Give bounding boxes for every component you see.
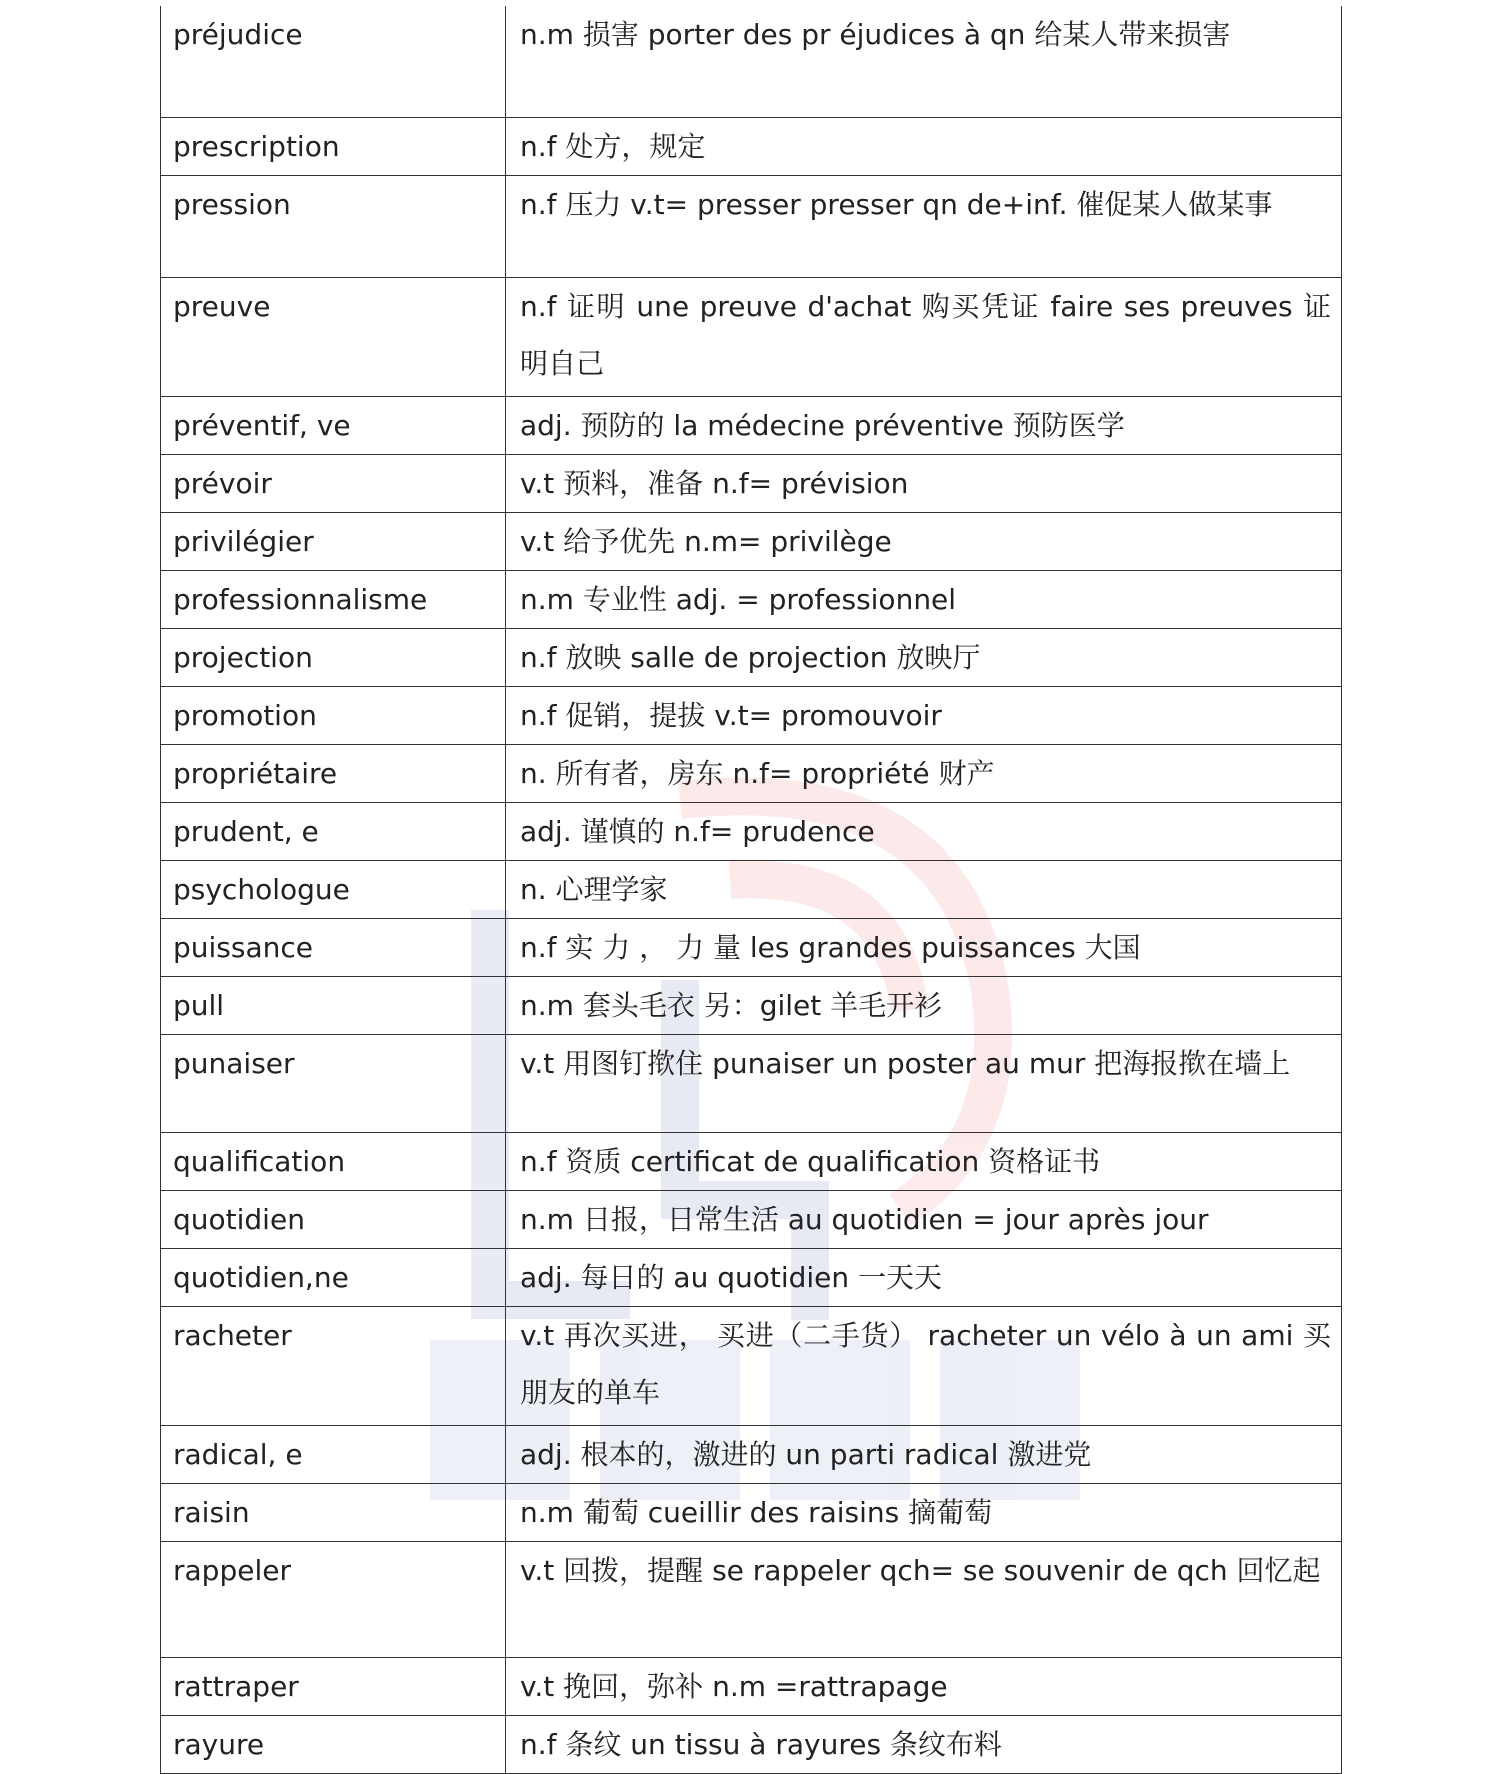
table-row bbox=[161, 1190, 1342, 1248]
table-row bbox=[161, 860, 1342, 918]
table-row bbox=[161, 512, 1342, 570]
vocab-definition: n.f 实 力 ， 力 量 les grandes puissances 大国 bbox=[506, 918, 1342, 976]
vocab-word: quotidien bbox=[161, 1190, 506, 1248]
table-row bbox=[161, 1425, 1342, 1483]
table-row bbox=[161, 1132, 1342, 1190]
vocab-definition: n.m 套头毛衣 另：gilet 羊毛开衫 bbox=[506, 976, 1342, 1034]
vocab-word: rattraper bbox=[161, 1657, 506, 1715]
vocab-definition: adj. 预防的 la médecine préventive 预防医学 bbox=[506, 396, 1342, 454]
table-row bbox=[161, 1657, 1342, 1715]
vocab-word: prudent, e bbox=[161, 802, 506, 860]
vocab-definition: n.m 葡萄 cueillir des raisins 摘葡萄 bbox=[506, 1483, 1342, 1541]
vocab-word: prévoir bbox=[161, 454, 506, 512]
vocab-definition: v.t 回拨，提醒 se rappeler qch= se souvenir de qch 回忆起 bbox=[506, 1541, 1342, 1657]
table-row bbox=[161, 918, 1342, 976]
table-row bbox=[161, 175, 1342, 277]
vocab-definition: adj. 谨慎的 n.f= prudence bbox=[506, 802, 1342, 860]
vocab-word: préventif, ve bbox=[161, 396, 506, 454]
vocab-word: raisin bbox=[161, 1483, 506, 1541]
vocab-word: prescription bbox=[161, 117, 506, 175]
table-row bbox=[161, 802, 1342, 860]
vocab-word: rappeler bbox=[161, 1541, 506, 1657]
vocab-definition: n.m 损害 porter des pr éjudices à qn 给某人带来损害 bbox=[506, 6, 1342, 117]
table-row bbox=[161, 1715, 1342, 1773]
table-row bbox=[161, 117, 1342, 175]
vocab-word: propriétaire bbox=[161, 744, 506, 802]
vocab-definition: n.f 证明 une preuve d'achat 购买凭证 faire ses preuves 证明自己 bbox=[506, 277, 1342, 396]
vocab-definition: v.t 用图钉揿住 punaiser un poster au mur 把海报揿在墙上 bbox=[506, 1034, 1342, 1132]
vocab-definition: adj. 根本的，激进的 un parti radical 激进党 bbox=[506, 1425, 1342, 1483]
vocabulary-table bbox=[160, 6, 1342, 1774]
vocab-definition: n.f 放映 salle de projection 放映厅 bbox=[506, 628, 1342, 686]
vocab-word: radical, e bbox=[161, 1425, 506, 1483]
vocab-definition: v.t 预料，准备 n.f= prévision bbox=[506, 454, 1342, 512]
vocab-word: projection bbox=[161, 628, 506, 686]
table-row bbox=[161, 1541, 1342, 1657]
vocab-word: racheter bbox=[161, 1306, 506, 1425]
vocab-definition: n.f 压力 v.t= presser presser qn de+inf. 催促某人做某事 bbox=[506, 175, 1342, 277]
table-row bbox=[161, 396, 1342, 454]
table-row bbox=[161, 1248, 1342, 1306]
vocab-definition: v.t 给予优先 n.m= privilège bbox=[506, 512, 1342, 570]
vocab-definition: n.f 资质 certificat de qualification 资格证书 bbox=[506, 1132, 1342, 1190]
vocab-definition: n.m 日报，日常生活 au quotidien = jour après jour bbox=[506, 1190, 1342, 1248]
vocab-word: preuve bbox=[161, 277, 506, 396]
table-row bbox=[161, 686, 1342, 744]
vocabulary-table-body bbox=[161, 6, 1342, 1773]
table-row bbox=[161, 454, 1342, 512]
vocab-word: puissance bbox=[161, 918, 506, 976]
vocab-definition: v.t 再次买进， 买进（二手货） racheter un vélo à un ami 买朋友的单车 bbox=[506, 1306, 1342, 1425]
table-row bbox=[161, 976, 1342, 1034]
vocab-definition: v.t 挽回，弥补 n.m =rattrapage bbox=[506, 1657, 1342, 1715]
vocab-definition: n.f 处方，规定 bbox=[506, 117, 1342, 175]
vocab-word: promotion bbox=[161, 686, 506, 744]
vocab-word: privilégier bbox=[161, 512, 506, 570]
table-row bbox=[161, 6, 1342, 117]
vocab-word: préjudice bbox=[161, 6, 506, 117]
table-row bbox=[161, 570, 1342, 628]
vocab-definition: n.m 专业性 adj. = professionnel bbox=[506, 570, 1342, 628]
vocab-word: rayure bbox=[161, 1715, 506, 1773]
table-row bbox=[161, 1483, 1342, 1541]
vocab-word: punaiser bbox=[161, 1034, 506, 1132]
vocab-definition: n. 所有者，房东 n.f= propriété 财产 bbox=[506, 744, 1342, 802]
vocab-word: pull bbox=[161, 976, 506, 1034]
table-row bbox=[161, 1034, 1342, 1132]
vocab-definition: n.f 条纹 un tissu à rayures 条纹布料 bbox=[506, 1715, 1342, 1773]
vocab-word: professionnalisme bbox=[161, 570, 506, 628]
table-row bbox=[161, 744, 1342, 802]
vocab-definition: n.f 促销，提拔 v.t= promouvoir bbox=[506, 686, 1342, 744]
vocab-definition: adj. 每日的 au quotidien 一天天 bbox=[506, 1248, 1342, 1306]
table-row bbox=[161, 628, 1342, 686]
vocab-word: pression bbox=[161, 175, 506, 277]
table-row bbox=[161, 1306, 1342, 1425]
vocab-word: psychologue bbox=[161, 860, 506, 918]
vocab-word: quotidien,ne bbox=[161, 1248, 506, 1306]
table-row bbox=[161, 277, 1342, 396]
vocab-definition: n. 心理学家 bbox=[506, 860, 1342, 918]
vocab-word: qualification bbox=[161, 1132, 506, 1190]
